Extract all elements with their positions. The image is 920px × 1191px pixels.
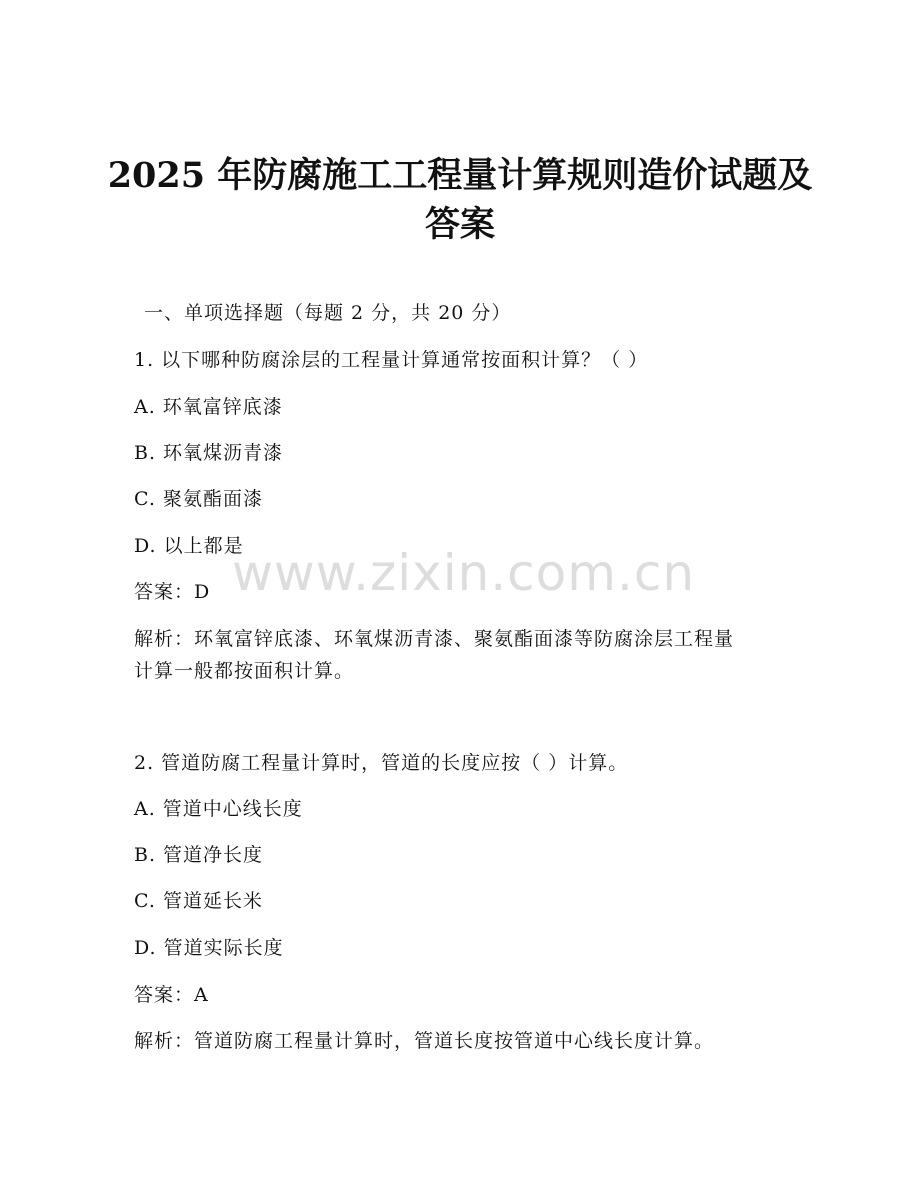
question-1-analysis-line-1: 解析：环氧富锌底漆、环氧煤沥青漆、聚氨酯面漆等防腐涂层工程量	[134, 628, 735, 650]
question-1-option-a: A. 环氧富锌底漆	[134, 396, 283, 418]
question-2-analysis-line-1: 解析：管道防腐工程量计算时，管道长度按管道中心线长度计算。	[134, 1030, 715, 1052]
question-1-answer: 答案：D	[134, 581, 211, 603]
question-2-answer: 答案：A	[134, 984, 209, 1006]
watermark: www.zixin.com.cn	[232, 544, 696, 602]
question-1-analysis-line-2: 计算一般都按面积计算。	[134, 660, 355, 682]
document-title-line-1: 2025 年防腐施工工程量计算规则造价试题及	[107, 155, 813, 196]
section-heading: 一、单项选择题（每题 2 分，共 20 分）	[144, 302, 512, 324]
question-2-option-d: D. 管道实际长度	[134, 937, 284, 959]
question-1-option-d: D. 以上都是	[134, 535, 244, 557]
question-2-option-c: C. 管道延长米	[134, 890, 263, 912]
question-1-stem: 1. 以下哪种防腐涂层的工程量计算通常按面积计算？（ ）	[134, 349, 649, 371]
question-2-option-b: B. 管道净长度	[134, 844, 264, 866]
document-title-line-2: 答案	[424, 204, 495, 245]
question-1-option-b: B. 环氧煤沥青漆	[134, 442, 284, 464]
question-2-option-a: A. 管道中心线长度	[134, 798, 303, 820]
question-2-stem: 2. 管道防腐工程量计算时，管道的长度应按（ ）计算。	[134, 752, 629, 774]
question-1-option-c: C. 聚氨酯面漆	[134, 488, 263, 510]
